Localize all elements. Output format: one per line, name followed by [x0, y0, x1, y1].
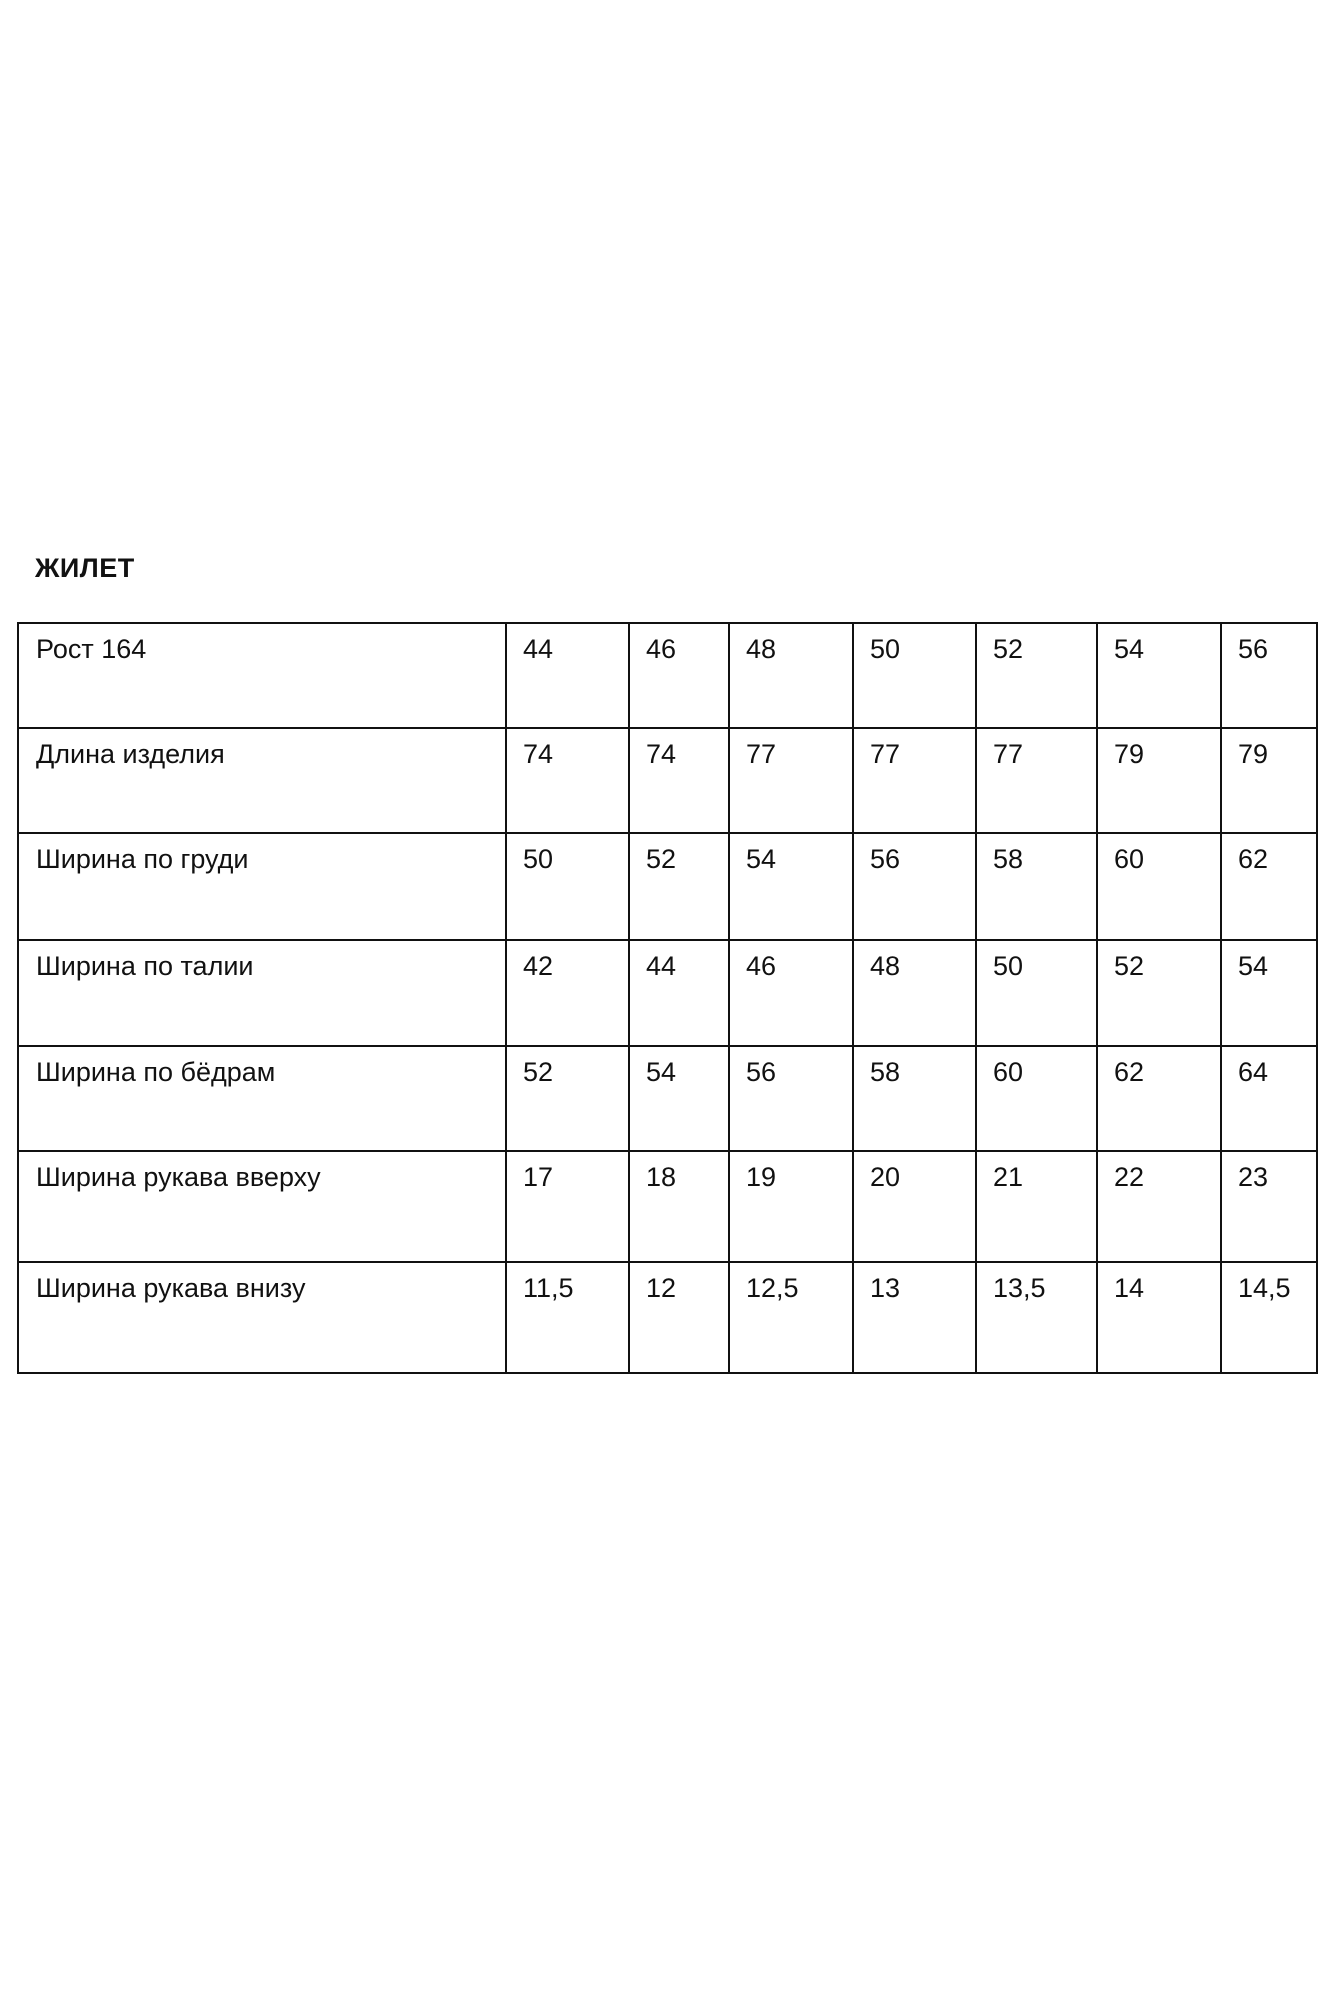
table-cell: 77 — [853, 728, 976, 833]
table-cell: 56 — [729, 1046, 853, 1151]
row-label: Ширина по бёдрам — [18, 1046, 506, 1151]
table-cell: 54 — [729, 833, 853, 940]
table-row — [18, 728, 1317, 833]
table-cell: 60 — [976, 1046, 1097, 1151]
table-cell: 44 — [506, 623, 629, 728]
table-cell: 79 — [1097, 728, 1221, 833]
table-cell: 42 — [506, 940, 629, 1046]
table-cell: 20 — [853, 1151, 976, 1262]
table-cell: 52 — [506, 1046, 629, 1151]
table-row — [18, 1151, 1317, 1262]
table-cell: 54 — [629, 1046, 729, 1151]
table-cell: 12 — [629, 1262, 729, 1373]
table-row — [18, 1046, 1317, 1151]
row-label: Ширина рукава внизу — [18, 1262, 506, 1373]
table-cell: 52 — [976, 623, 1097, 728]
table-cell: 56 — [1221, 623, 1317, 728]
table-cell: 46 — [729, 940, 853, 1046]
table-cell: 56 — [853, 833, 976, 940]
table-row — [18, 833, 1317, 940]
table-cell: 13 — [853, 1262, 976, 1373]
table-cell: 23 — [1221, 1151, 1317, 1262]
table-cell: 46 — [629, 623, 729, 728]
document-title: ЖИЛЕТ — [35, 553, 135, 583]
table-cell: 19 — [729, 1151, 853, 1262]
table-cell: 50 — [506, 833, 629, 940]
table-cell: 62 — [1221, 833, 1317, 940]
table-cell: 64 — [1221, 1046, 1317, 1151]
table-cell: 14 — [1097, 1262, 1221, 1373]
size-table — [17, 622, 1318, 1374]
table-cell: 58 — [976, 833, 1097, 940]
table-cell: 52 — [1097, 940, 1221, 1046]
table-cell: 74 — [506, 728, 629, 833]
table-cell: 14,5 — [1221, 1262, 1317, 1373]
table-row — [18, 623, 1317, 728]
table-row — [18, 1262, 1317, 1373]
table-cell: 18 — [629, 1151, 729, 1262]
table-cell: 77 — [976, 728, 1097, 833]
table-cell: 58 — [853, 1046, 976, 1151]
table-cell: 11,5 — [506, 1262, 629, 1373]
table-cell: 54 — [1221, 940, 1317, 1046]
table-cell: 52 — [629, 833, 729, 940]
table-cell: 54 — [1097, 623, 1221, 728]
row-label: Рост 164 — [18, 623, 506, 728]
table-cell: 77 — [729, 728, 853, 833]
table-cell: 12,5 — [729, 1262, 853, 1373]
table-cell: 74 — [629, 728, 729, 833]
table-cell: 50 — [976, 940, 1097, 1046]
table-cell: 48 — [729, 623, 853, 728]
table-row — [18, 940, 1317, 1046]
row-label: Ширина по груди — [18, 833, 506, 940]
row-label: Длина изделия — [18, 728, 506, 833]
table-cell: 44 — [629, 940, 729, 1046]
table-cell: 79 — [1221, 728, 1317, 833]
table-cell: 62 — [1097, 1046, 1221, 1151]
table-cell: 60 — [1097, 833, 1221, 940]
table-cell: 50 — [853, 623, 976, 728]
table-cell: 13,5 — [976, 1262, 1097, 1373]
table-cell: 22 — [1097, 1151, 1221, 1262]
row-label: Ширина по талии — [18, 940, 506, 1046]
table-cell: 48 — [853, 940, 976, 1046]
row-label: Ширина рукава вверху — [18, 1151, 506, 1262]
table-cell: 21 — [976, 1151, 1097, 1262]
table-cell: 17 — [506, 1151, 629, 1262]
